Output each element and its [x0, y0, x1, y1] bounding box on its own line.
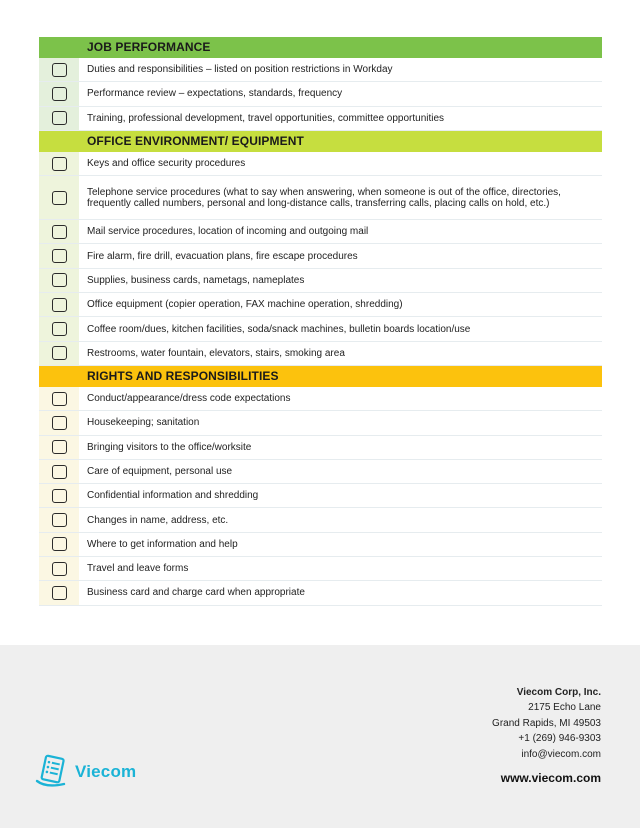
checkbox-cell — [39, 557, 79, 580]
checkbox-cell — [39, 269, 79, 292]
checkbox[interactable] — [52, 63, 67, 77]
checkbox[interactable] — [52, 489, 67, 503]
checklist-item — [39, 387, 602, 411]
checkbox[interactable] — [52, 249, 67, 263]
checkbox[interactable] — [52, 586, 67, 600]
company-contact — [492, 685, 601, 762]
checkbox-cell — [39, 484, 79, 507]
website-url: www.viecom.com — [500, 771, 601, 785]
item-label: Supplies, business cards, nametags, nameplates — [87, 274, 305, 286]
checkbox-cell — [39, 58, 79, 81]
checkbox[interactable] — [52, 191, 67, 205]
checkbox-cell — [39, 176, 79, 219]
checklist-item — [39, 317, 602, 341]
brand-name: Viecom — [75, 762, 137, 781]
checkbox[interactable] — [52, 416, 67, 430]
checkbox[interactable] — [52, 273, 67, 287]
checklist-item — [39, 460, 602, 484]
item-label: Duties and responsibilities – listed on position restrictions in Workday — [87, 64, 393, 76]
section-header — [39, 37, 602, 58]
checkbox-cell — [39, 460, 79, 483]
checkbox-cell — [39, 581, 79, 604]
checklist-document-icon — [34, 754, 70, 790]
checklist-item — [39, 82, 602, 106]
checkbox-cell — [39, 533, 79, 556]
item-label: Telephone service procedures (what to say when answering, when someone is out of the office, directories, frequently called numbers, personal and long-distance calls, transferring calls, placing calls on hold, etc.) — [87, 186, 561, 209]
checklist-item — [39, 533, 602, 557]
page-footer — [0, 645, 640, 828]
checkbox-cell — [39, 317, 79, 340]
section-office-environment — [39, 131, 602, 366]
phone-number: +1 (269) 946-9303 — [518, 733, 601, 745]
header-spacer — [39, 37, 79, 58]
company-name: Viecom Corp, Inc. — [516, 687, 601, 698]
checkbox[interactable] — [52, 562, 67, 576]
checkbox-cell — [39, 436, 79, 459]
checkbox-cell — [39, 508, 79, 531]
onboarding-checklist — [39, 37, 602, 606]
checklist-item — [39, 220, 602, 244]
section-rights-responsibilities — [39, 366, 602, 606]
checkbox[interactable] — [52, 392, 67, 406]
checkbox-cell — [39, 293, 79, 316]
checklist-item — [39, 244, 602, 268]
checkbox[interactable] — [52, 465, 67, 479]
item-label: Changes in name, address, etc. — [87, 514, 229, 526]
section-header — [39, 366, 602, 387]
checkbox[interactable] — [52, 537, 67, 551]
item-label: Keys and office security procedures — [87, 158, 246, 170]
checkbox[interactable] — [52, 298, 67, 312]
checkbox[interactable] — [52, 440, 67, 454]
item-label: Performance review – expectations, standards, frequency — [87, 88, 343, 100]
checklist-item — [39, 58, 602, 82]
item-label: Care of equipment, personal use — [87, 466, 233, 477]
checklist-item — [39, 411, 602, 435]
checkbox[interactable] — [52, 346, 67, 360]
company-logo — [34, 754, 136, 790]
checkbox-cell — [39, 152, 79, 175]
section-title: RIGHTS AND RESPONSIBILITIES — [79, 366, 602, 387]
item-label: Fire alarm, fire drill, evacuation plans, fire escape procedures — [87, 250, 358, 262]
section-title: OFFICE ENVIRONMENT/ EQUIPMENT — [79, 131, 602, 152]
address-line-1: 2175 Echo Lane — [528, 702, 601, 714]
checkbox-cell — [39, 107, 79, 130]
section-job-performance — [39, 37, 602, 131]
item-label: Where to get information and help — [87, 538, 238, 550]
checkbox[interactable] — [52, 157, 67, 171]
checklist-item — [39, 436, 602, 460]
checklist-item — [39, 152, 602, 176]
item-label: Mail service procedures, location of incoming and outgoing mail — [87, 226, 369, 238]
checkbox-cell — [39, 387, 79, 410]
email-address: info@viecom.com — [521, 748, 601, 760]
address-line-2: Grand Rapids, MI 49503 — [492, 717, 601, 729]
item-label: Conduct/appearance/dress code expectations — [87, 393, 291, 405]
checkbox[interactable] — [52, 111, 67, 125]
checkbox[interactable] — [52, 87, 67, 101]
checklist-item — [39, 293, 602, 317]
item-label: Training, professional development, travel opportunities, committee opportunities — [87, 112, 445, 124]
checkbox-cell — [39, 220, 79, 243]
section-header — [39, 131, 602, 152]
checkbox[interactable] — [52, 225, 67, 239]
item-label: Business card and charge card when appropriate — [87, 587, 305, 599]
checkbox-cell — [39, 82, 79, 105]
item-label: Confidential information and shredding — [87, 490, 259, 502]
checklist-item — [39, 508, 602, 532]
checklist-item — [39, 107, 602, 131]
checkbox-cell — [39, 244, 79, 267]
item-label: Coffee room/dues, kitchen facilities, soda/snack machines, bulletin boards location/use — [87, 323, 471, 335]
item-label: Housekeeping; sanitation — [87, 417, 200, 429]
checklist-item — [39, 557, 602, 581]
checklist-item — [39, 176, 602, 220]
checkbox[interactable] — [52, 513, 67, 527]
checklist-item — [39, 342, 602, 366]
section-title: JOB PERFORMANCE — [79, 37, 602, 58]
checklist-item — [39, 581, 602, 605]
checkbox[interactable] — [52, 322, 67, 336]
item-label: Office equipment (copier operation, FAX machine operation, shredding) — [87, 299, 403, 311]
checklist-item — [39, 484, 602, 508]
checkbox-cell — [39, 342, 79, 365]
item-label: Restrooms, water fountain, elevators, stairs, smoking area — [87, 347, 345, 359]
header-spacer — [39, 131, 79, 152]
header-spacer — [39, 366, 79, 387]
checklist-item — [39, 269, 602, 293]
checkbox-cell — [39, 411, 79, 434]
item-label: Travel and leave forms — [87, 563, 189, 575]
item-label: Bringing visitors to the office/worksite — [87, 441, 252, 453]
